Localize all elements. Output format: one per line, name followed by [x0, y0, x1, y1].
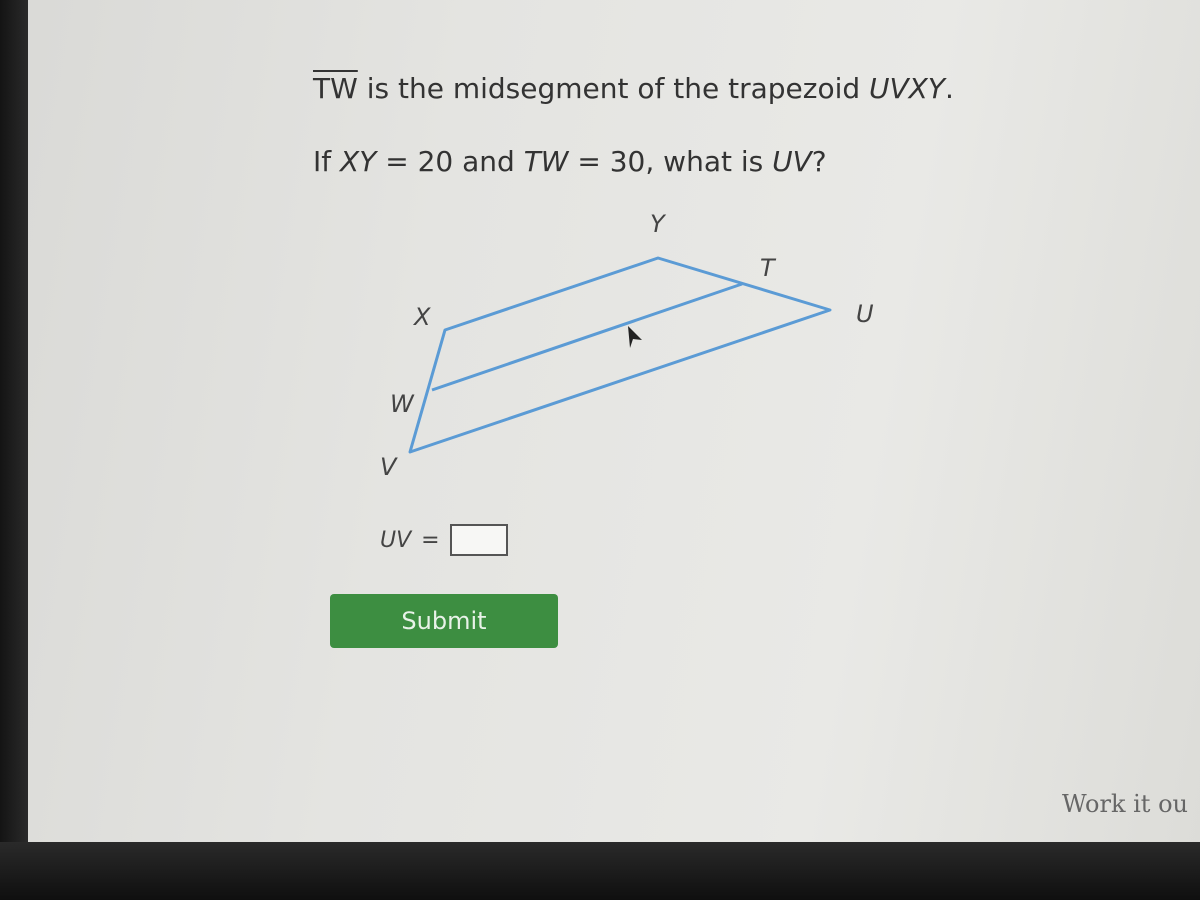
vertex-label-u: U [856, 300, 874, 328]
figure-name: UVXY [869, 72, 945, 105]
segment-tw-2: TW [523, 145, 569, 178]
mouse-cursor-icon [628, 326, 642, 348]
question-mid-1: = 20 and [376, 145, 524, 178]
vertex-label-v: V [380, 453, 397, 481]
period: . [944, 72, 954, 105]
trapezoid-uvxy [410, 258, 830, 452]
vertex-label-x: X [414, 303, 431, 331]
segment-xy: XY [340, 145, 377, 178]
vertex-label-w: W [390, 390, 414, 418]
question-prefix: If [313, 145, 341, 178]
question-mid-2: = 30, what is [568, 145, 773, 178]
question-text: is the midsegment of the trapezoid [357, 72, 870, 105]
monitor-bezel-left [0, 0, 28, 900]
vertex-label-t: T [760, 254, 775, 282]
monitor-bezel-bottom [0, 842, 1200, 900]
answer-label: UV [380, 527, 412, 553]
vertex-label-y: Y [650, 210, 665, 238]
answer-row [380, 524, 508, 556]
equals-sign: = [421, 527, 440, 553]
work-it-out-link[interactable]: Work it ou [1062, 790, 1188, 818]
segment-uv: UV [772, 145, 812, 178]
midsegment-tw [432, 284, 742, 390]
submit-button[interactable]: Submit [330, 594, 558, 648]
segment-tw: $\overline{TW}$ [313, 72, 358, 105]
answer-input[interactable] [450, 524, 508, 556]
question-mark: ? [811, 145, 827, 178]
